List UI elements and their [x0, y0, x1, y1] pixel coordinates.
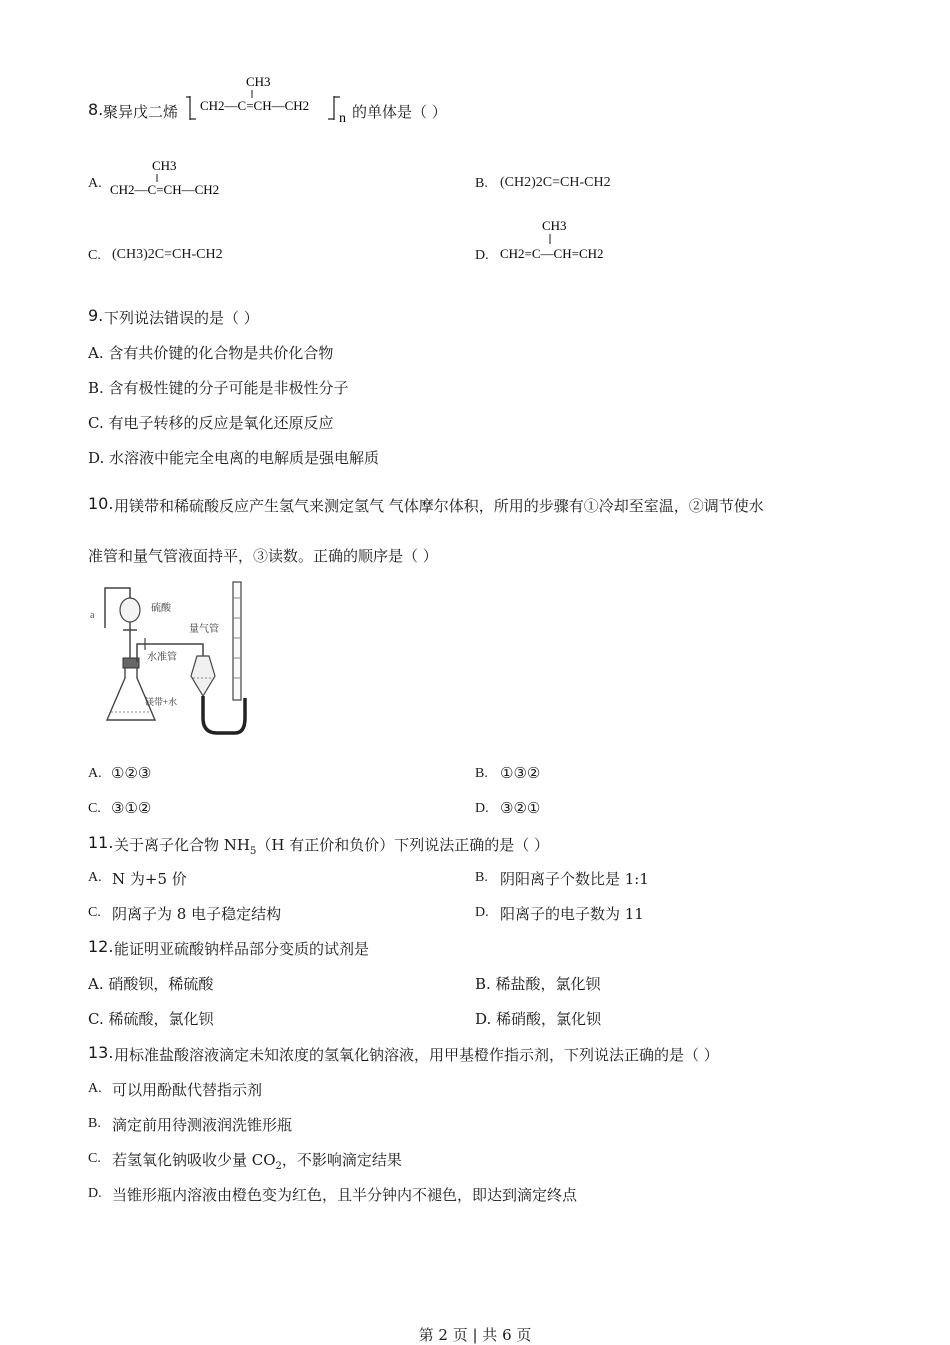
q8-option-c-formula [112, 247, 223, 263]
q9-option-b: B. 含有极性键的分子可能是非极性分子 [88, 379, 349, 397]
q11-option-a-text: N 为+5 价 [112, 870, 187, 888]
q13-stem: 用标准盐酸溶液滴定未知浓度的氢氧化钠溶液，用甲基橙作指示剂，下列说法正确的是（ ） [114, 1046, 719, 1064]
q8-option-c-label: C. [88, 248, 101, 263]
q8-number: 8. [88, 100, 104, 119]
separatory-funnel-icon [120, 598, 140, 622]
q11-option-c-text: 阴离子为 8 电子稳定结构 [112, 905, 282, 923]
q13-option-b-label: B. [88, 1116, 101, 1131]
leveling-bulb-icon [191, 656, 215, 696]
q8-option-d-structure [500, 216, 650, 266]
q12-option-b: B. 稀盐酸，氯化钡 [475, 975, 601, 993]
q8-option-b-label: B. [475, 176, 488, 191]
q10-option-a-label: A. [88, 766, 102, 781]
q11-option-c-label: C. [88, 905, 101, 920]
q8-option-a-ch3: CH3 [152, 158, 177, 173]
q8-option-b-formula [500, 175, 611, 191]
q8-stem-suffix: 的单体是（ ） [352, 103, 447, 121]
page-footer: 第 2 页 | 共 6 页 [418, 1326, 532, 1344]
q12-option-a: A. 硝酸钡，稀硫酸 [88, 975, 214, 993]
q10-number: 10. [88, 494, 114, 513]
q8-option-a-structure [110, 156, 250, 202]
q13-option-c-post: ，不影响滴定结果 [281, 1151, 402, 1169]
q11-option-b-text: 阴阳离子个数比是 1:1 [500, 870, 649, 888]
q11-stem-sub: 5 [249, 846, 257, 857]
q13-option-d-text: 当锥形瓶内溶液由橙色变为红色，且半分钟内不褪色，即达到滴定终点 [112, 1186, 578, 1204]
q9-option-c: C. 有电子转移的反应是氧化还原反应 [88, 414, 334, 432]
q13-option-c-text [112, 1149, 402, 1172]
q9-number: 9. [88, 306, 104, 325]
q8-option-a-label: A. [88, 176, 102, 191]
q11-stem-pre: 关于离子化合物 NH [114, 836, 250, 854]
q9-option-a: A. 含有共价键的化合物是共价化合物 [88, 344, 334, 362]
q11-option-d-text: 阳离子的电子数为 11 [500, 905, 644, 923]
q10-option-d-text: ③②① [500, 799, 541, 817]
q8-option-c-text: (CH3)2C=CH-CH2 [112, 247, 223, 262]
q10-apparatus-figure [85, 578, 255, 738]
q10-option-a-text: ①②③ [111, 764, 152, 782]
q9-option-d: D. 水溶液中能完全电离的电解质是强电解质 [88, 449, 380, 467]
q13-option-c-sub: 2 [275, 1161, 282, 1172]
q11-number: 11. [88, 833, 114, 852]
q11-option-b-label: B. [475, 870, 488, 885]
q13-option-c-label: C. [88, 1151, 101, 1166]
q8-option-d-ch3: CH3 [542, 218, 567, 233]
q12-option-c: C. 稀硫酸，氯化钡 [88, 1010, 214, 1028]
q8-polymer-n: n [339, 111, 346, 126]
gas-burette-icon [233, 582, 241, 700]
q10-fig-label-a: a [90, 610, 95, 621]
q13-option-a-label: A. [88, 1081, 102, 1096]
q10-option-b-text: ①③② [500, 764, 541, 782]
q12-option-d: D. 稀硝酸，氯化钡 [475, 1010, 602, 1028]
q13-number: 13. [88, 1043, 114, 1062]
q10-stem-line2: 准管和量气管液面持平，③读数。正确的顺序是（ ） [88, 547, 438, 565]
q8-option-d-label: D. [475, 248, 489, 263]
q10-option-b-label: B. [475, 766, 488, 781]
q9-stem: 下列说法错误的是（ ） [104, 309, 259, 327]
q11-option-a-label: A. [88, 870, 102, 885]
q12-number: 12. [88, 937, 114, 956]
q13-option-d-label: D. [88, 1186, 102, 1201]
q8-option-a-formula: CH2—C=CH—CH2 [110, 182, 220, 197]
q8-polymer-ch3: CH3 [246, 74, 271, 89]
q13-option-b-text: 滴定前用待测液润洗锥形瓶 [112, 1116, 293, 1134]
q13-option-a-text: 可以用酚酞代替指示剂 [112, 1081, 263, 1099]
q10-fig-label-mg: 镁带+水 [145, 697, 178, 707]
q8-option-b-text: (CH2)2C=CH-CH2 [500, 175, 611, 190]
q10-fig-label-gas-tube: 量气管 [189, 624, 219, 635]
q10-option-c-label: C. [88, 801, 101, 816]
q8-stem-prefix: 聚异戊二烯 [103, 103, 179, 121]
q8-polymer-chain: CH2—C=CH—CH2 [200, 98, 310, 113]
q10-fig-label-acid: 硫酸 [151, 603, 171, 614]
q10-fig-label-water-tube: 水准管 [147, 652, 177, 663]
q8-option-d-formula: CH2=C—CH=CH2 [500, 246, 604, 261]
q11-stem [114, 834, 549, 857]
q13-option-c-pre: 若氢氧化钠吸收少量 CO [112, 1151, 276, 1169]
q8-polymer-structure [186, 68, 352, 128]
q10-stem-line1: 用镁带和稀硫酸反应产生氢气来测定氢气 气体摩尔体积，所用的步骤有①冷却至室温，②调节使水 [114, 497, 764, 515]
q11-stem-post: （H 有正价和负价）下列说法正确的是（ ） [256, 836, 549, 854]
q10-option-d-label: D. [475, 801, 489, 816]
q10-option-c-text: ③①② [111, 799, 152, 817]
q11-option-d-label: D. [475, 905, 489, 920]
q12-stem: 能证明亚硫酸钠样品部分变质的试剂是 [114, 940, 370, 958]
